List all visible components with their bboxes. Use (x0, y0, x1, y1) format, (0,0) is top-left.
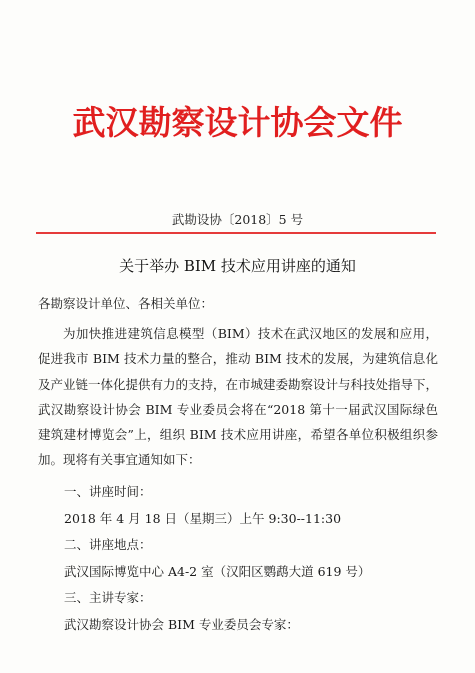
salutation: 各勘察设计单位、各相关单位： (38, 296, 214, 311)
organization-header: 武汉勘察设计协会文件 (72, 103, 403, 142)
section-location-heading: 二、讲座地点： (64, 537, 152, 552)
section-time-heading: 一、讲座时间： (64, 484, 152, 499)
main-paragraph: 为加快推进建筑信息模型（BIM）技术在武汉地区的发展和应用，促进我市 BIM 技术力量的整合，推动 BIM 技术的发展，为建筑信息化及产业链一体化提供有力的支持，在市城建委勘察设计与科技处指导下，武汉勘察设计协会 BIM 专业委员会将在“2018 第十一届武汉国际绿色建筑建材博览会”上，组织 BIM 技术应用讲座，希望各单位积极组织参加。现将有关事宜通知如下： (38, 326, 439, 468)
document-number: 武勘设协〔2018〕5 号 (171, 212, 304, 227)
section-speaker-heading: 三、主讲专家： (64, 590, 152, 605)
notice-title: 关于举办 BIM 技术应用讲座的通知 (119, 257, 356, 275)
section-speaker-value: 武汉勘察设计协会 BIM 专业委员会专家： (64, 617, 299, 632)
section-location-value: 武汉国际博览中心 A4-2 室（汉阳区鹦鹉大道 619 号） (64, 564, 371, 579)
section-time-value: 2018 年 4 月 18 日（星期三）上午 9:30--11:30 (64, 511, 342, 526)
red-divider-line (36, 232, 436, 234)
